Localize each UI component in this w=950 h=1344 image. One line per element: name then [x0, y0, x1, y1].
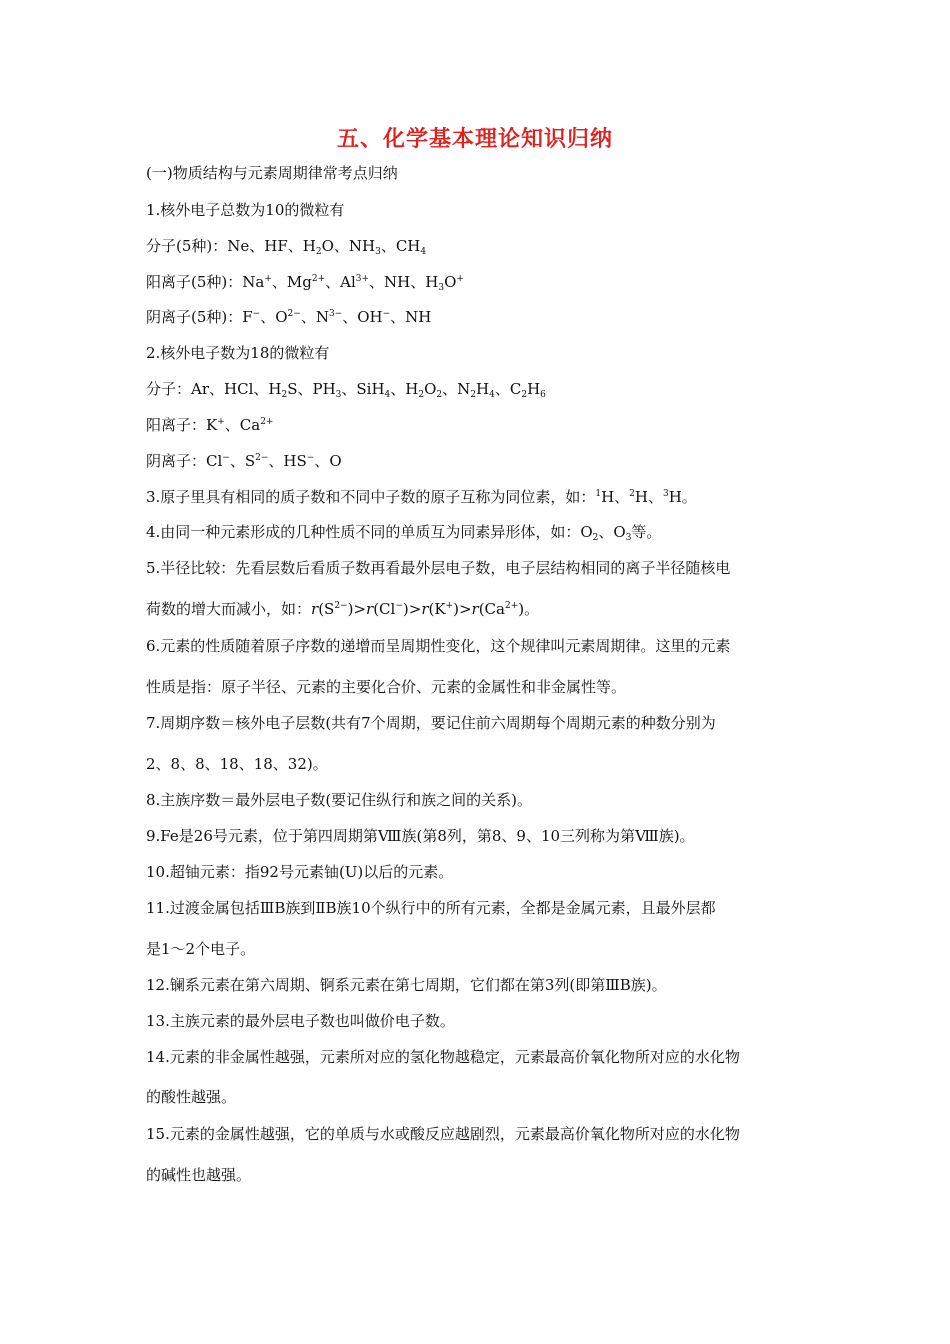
- item-3: 3.原子里具有相同的质子数和不同中子数的原子互称为同位素，如：$^1$H、$^2$H、$^3$H。: [146, 488, 697, 506]
- item-2-cations: 阳离子：K+、$Ca^{2+}$: [146, 416, 274, 434]
- label: 阳离子：: [146, 416, 207, 434]
- item-1-molecules: 分子(5种)：Ne、HF、$H_2O$、$NH_3$、$CH_4$: [146, 237, 427, 257]
- label: 分子(5种)：: [146, 237, 228, 255]
- item-14-line-2: 的酸性越强。: [146, 1088, 237, 1106]
- item-11-line-2: 是1～2个电子。: [146, 940, 256, 958]
- item-8: 8.主族序数＝最外层电子数(要记住纵行和族之间的关系)。: [146, 791, 533, 809]
- item-5-line-2: 荷数的增大而减小，如：$r(S^{2-})>r(Cl^-)>r(K^+)>r(Ca^{2+})$。: [146, 600, 540, 618]
- item-4-tail: 等。: [631, 523, 662, 541]
- item-1: 1.核外电子总数为10的微粒有: [146, 201, 345, 219]
- page-title: 五、化学基本理论知识归纳: [336, 127, 613, 152]
- item-11-line-1: 11.过渡金属包括ⅢB族到ⅡB族10个纵行中的所有元素，全都是金属元素，且最外层都: [146, 899, 716, 917]
- item-4: 4.由同一种元素形成的几种性质不同的单质互为同素异形体，如：$O_2$、$O_3$等。: [146, 523, 662, 543]
- label: 阴离子(5种)：: [146, 308, 243, 326]
- item-6-line-2: 性质是指：原子半径、元素的主要化合价、元素的金属性和非金属性等。: [146, 678, 627, 696]
- section-heading: (一)物质结构与元素周期律常考点归纳: [146, 164, 398, 182]
- item-12: 12.镧系元素在第六周期、锕系元素在第七周期，它们都在第3列(即第ⅢB族)。: [146, 976, 667, 994]
- item-9: 9.Fe是26号元素，位于第四周期第Ⅷ族(第8列，第8、9、10三列称为第Ⅷ族)。: [146, 827, 695, 845]
- item-13: 13.主族元素的最外层电子数也叫做价电子数。: [146, 1012, 455, 1030]
- item-14-line-1: 14.元素的非金属性越强，元素所对应的氢化物越稳定，元素最高价氧化物所对应的水化物: [146, 1048, 740, 1066]
- item-10: 10.超铀元素：指92号元素铀(U)以后的元素。: [146, 863, 454, 881]
- item-15-line-1: 15.元素的金属性越强，它的单质与水或酸反应越剧烈，元素最高价氧化物所对应的水化物: [146, 1125, 740, 1143]
- label: 分子：: [146, 380, 192, 398]
- item-5-text: 荷数的增大而减小，如：: [146, 600, 312, 618]
- item-1-anions: 阴离子(5种)：F−、$O^{2-}$、$N^{3-}$、OH−、NH: [146, 308, 432, 326]
- item-4-text: 4.由同一种元素形成的几种性质不同的单质互为同素异形体，如：: [146, 523, 581, 541]
- item-7-line-1: 7.周期序数＝核外电子层数(共有7个周期，要记住前六周期每个周期元素的种数分别为: [146, 714, 716, 732]
- item-2: 2.核外电子数为18的微粒有: [146, 344, 330, 362]
- label: 阴离子：: [146, 452, 207, 470]
- item-2-anions: 阴离子：Cl−、$S^{2-}$、HS−、O: [146, 452, 342, 470]
- item-15-line-2: 的碱性也越强。: [146, 1166, 252, 1184]
- item-1-cations: 阳离子(5种)：Na+、$Mg^{2+}$、$Al^{3+}$、NH、$H_3O^+$: [146, 273, 464, 293]
- item-2-molecules: 分子：Ar、HCl、$H_2S$、$PH_3$、SiH$_4$、$H_2O_2$、$N_2H_4$、$C_2H_6$: [146, 380, 546, 400]
- label: 阳离子(5种)：: [146, 273, 243, 291]
- item-6-line-1: 6.元素的性质随着原子序数的递增而呈周期性变化，这个规律叫元素周期律。这里的元素: [146, 637, 731, 655]
- item-3-text: 3.原子里具有相同的质子数和不同中子数的原子互称为同位素，如：: [146, 488, 596, 506]
- item-7-line-2: 2、8、8、18、18、32)。: [146, 755, 328, 773]
- item-5-line-1: 5.半径比较：先看层数后看质子数再看最外层电子数，电子层结构相同的离子半径随核电: [146, 559, 731, 577]
